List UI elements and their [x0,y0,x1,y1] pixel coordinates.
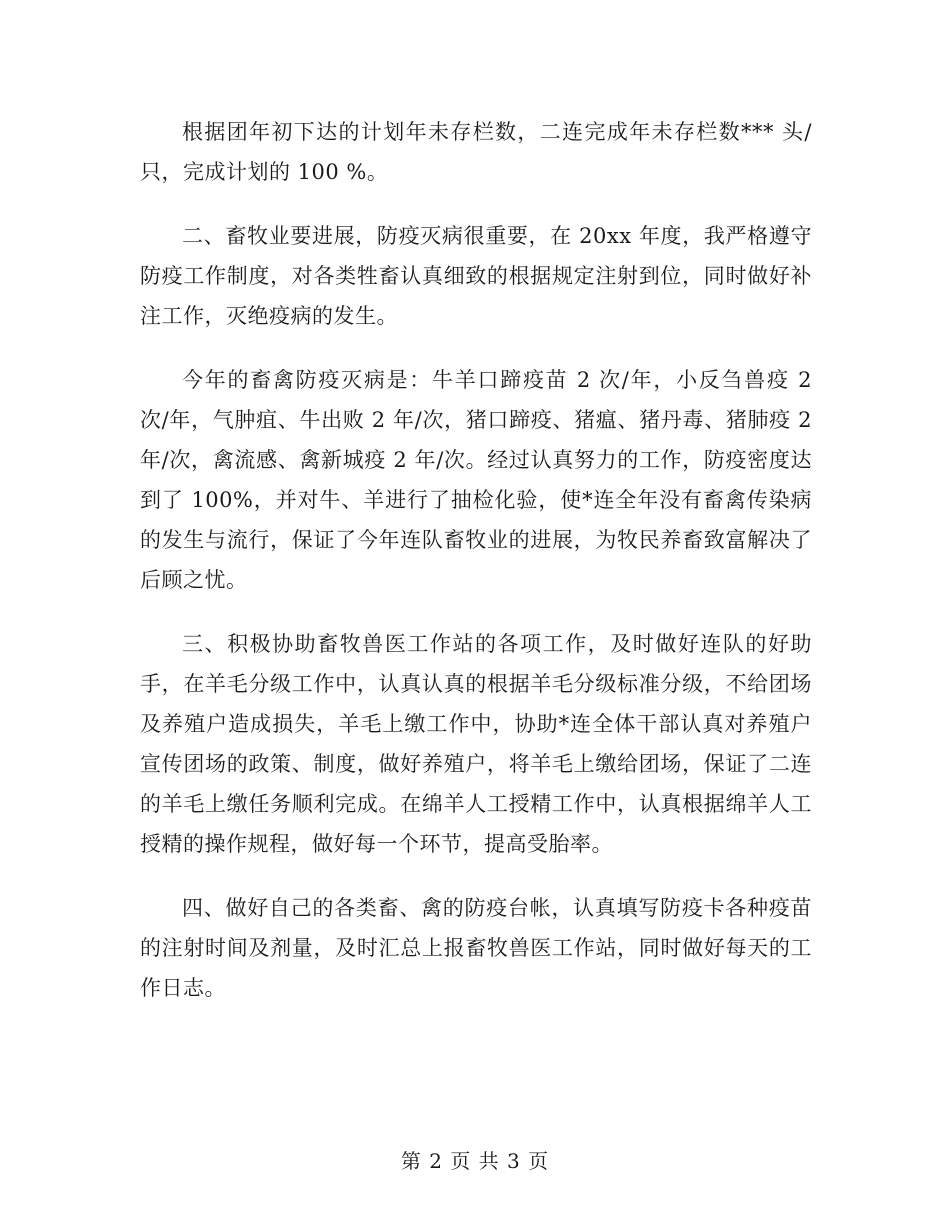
page-number-footer: 第 2 页 共 3 页 [400,1149,550,1173]
document-body [140,112,812,1032]
paragraph-vaccination-schedule: 今年的畜禽防疫灭病是：牛羊口蹄疫苗 2 次/年，小反刍兽疫 2 次/年，气肿疽、牛出败 2 年/次，猪口蹄疫、猪瘟、猪丹毒、猪肺疫 2 年/次，禽流感、禽新城疫 2 年/次。经过认真努力的工作，防疫密度达到了 100%，并对牛、羊进行了抽检化验，使*连全年没有畜禽传染病的发生与流行，保证了今年连队畜牧业的进展，为牧民养畜致富解决了后顾之忧。 [140,368,812,592]
paragraph-epidemic-prevention: 二、畜牧业要进展，防疫灭病很重要，在 20xx 年度，我严格遵守防疫工作制度，对各类牲畜认真细致的根据规定注射到位，同时做好补注工作，灭绝疫病的发生。 [140,224,812,328]
paragraph-records: 四、做好自己的各类畜、禽的防疫台帐，认真填写防疫卡各种疫苗的注射时间及剂量，及时汇总上报畜牧兽医工作站，同时做好每天的工作日志。 [140,896,812,1000]
paragraph-livestock-count: 根据团年初下达的计划年未存栏数，二连完成年未存栏数*** 头/只，完成计划的 100 %。 [140,120,812,184]
paragraph-wool-grading: 三、积极协助畜牧兽医工作站的各项工作，及时做好连队的好助手，在羊毛分级工作中，认真认真的根据羊毛分级标准分级，不给团场及养殖户造成损失，羊毛上缴工作中，协助*连全体干部认真对养殖户宣传团场的政策、制度，做好养殖户，将羊毛上缴给团场，保证了二连的羊毛上缴任务顺利完成。在绵羊人工授精工作中，认真根据绵羊人工授精的操作规程，做好每一个环节，提高受胎率。 [140,632,812,856]
